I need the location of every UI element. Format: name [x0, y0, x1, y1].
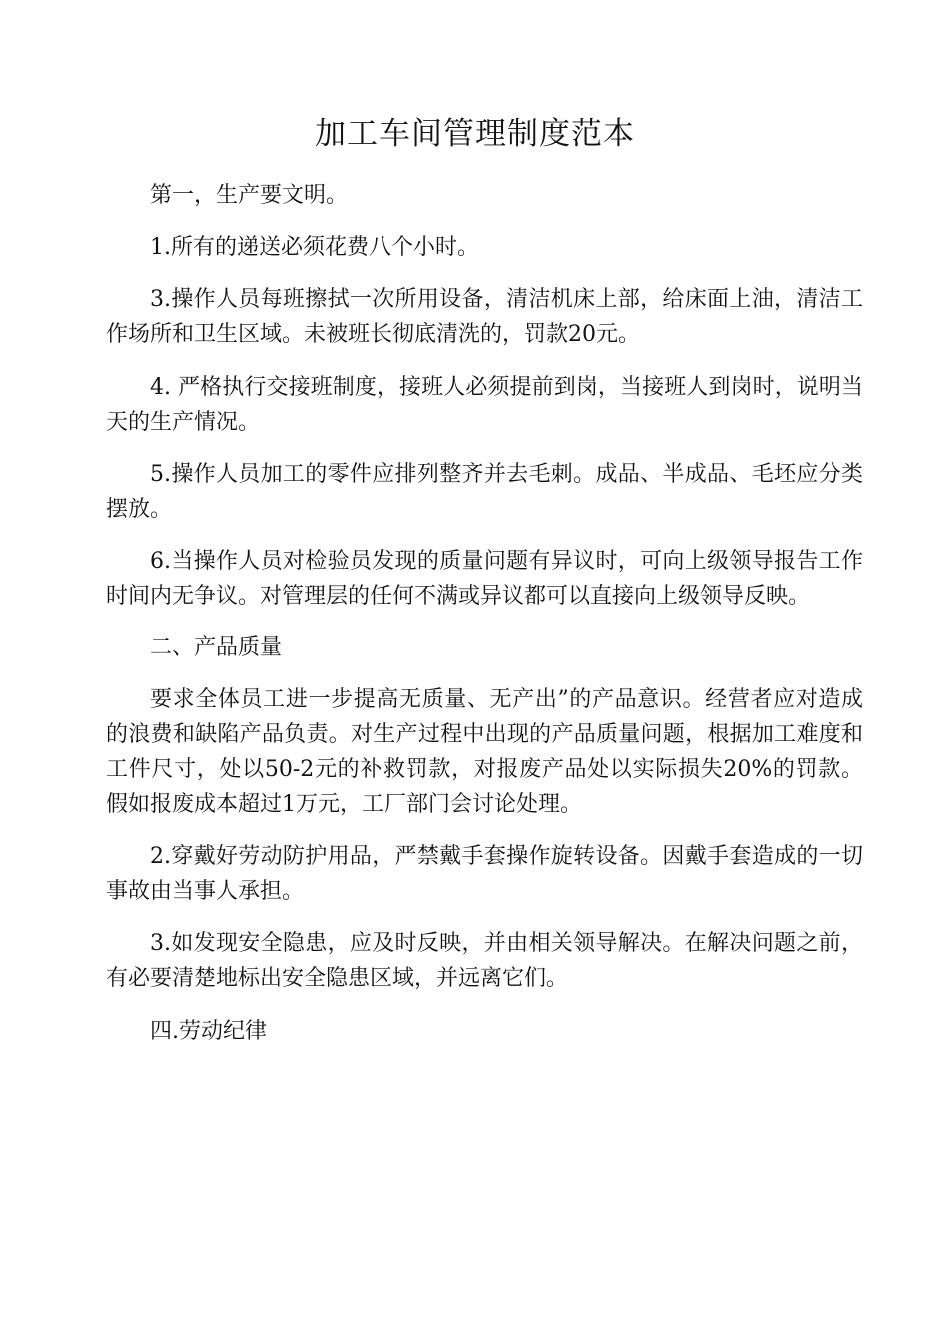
- paragraph-item-2-safety: 2.穿戴好劳动防护用品，严禁戴手套操作旋转设备。因戴手套造成的一切事故由当事人承担。: [106, 844, 863, 904]
- section-heading-1: 第一，生产要文明。: [150, 183, 349, 208]
- paragraph-item-5: 5.操作人员加工的零件应排列整齐并去毛刺。成品、半成品、毛坯应分类摆放。: [106, 462, 863, 522]
- paragraph-item-6: 6.当操作人员对检验员发现的质量问题有异议时，可向上级领导报告工作时间内无争议。对管理层的任何不满或异议都可以直接向上级领导反映。: [106, 549, 863, 609]
- paragraph-item-4: 4. 严格执行交接班制度，接班人必须提前到岗，当接班人到岗时，说明当天的生产情况。: [106, 375, 863, 435]
- paragraph-quality: 要求全体员工进一步提高无质量、无产出”的产品意识。经营者应对造成的浪费和缺陷产品负责。对生产过程中出现的产品质量问题，根据加工难度和工件尺寸，处以50-2元的补救罚款，对报废产品处以实际损失20%的罚款。假如报废成本超过1万元，工厂部门会讨论处理。: [106, 687, 863, 817]
- paragraph-item-3-safety: 3.如发现安全隐患，应及时反映，并由相关领导解决。在解决问题之前，有必要清楚地标出安全隐患区域，并远离它们。: [106, 931, 863, 991]
- section-heading-4: 四.劳动纪律: [150, 1019, 267, 1044]
- document-title: 加工车间管理制度范本: [315, 116, 635, 152]
- paragraph-item-1: 1.所有的递送必须花费八个小时。: [150, 235, 479, 260]
- paragraph-item-3: 3.操作人员每班擦拭一次所用设备，清洁机床上部，给床面上油，清洁工作场所和卫生区域。未被班长彻底清洗的，罚款20元。: [106, 287, 863, 347]
- section-heading-2: 二、产品质量: [150, 635, 283, 660]
